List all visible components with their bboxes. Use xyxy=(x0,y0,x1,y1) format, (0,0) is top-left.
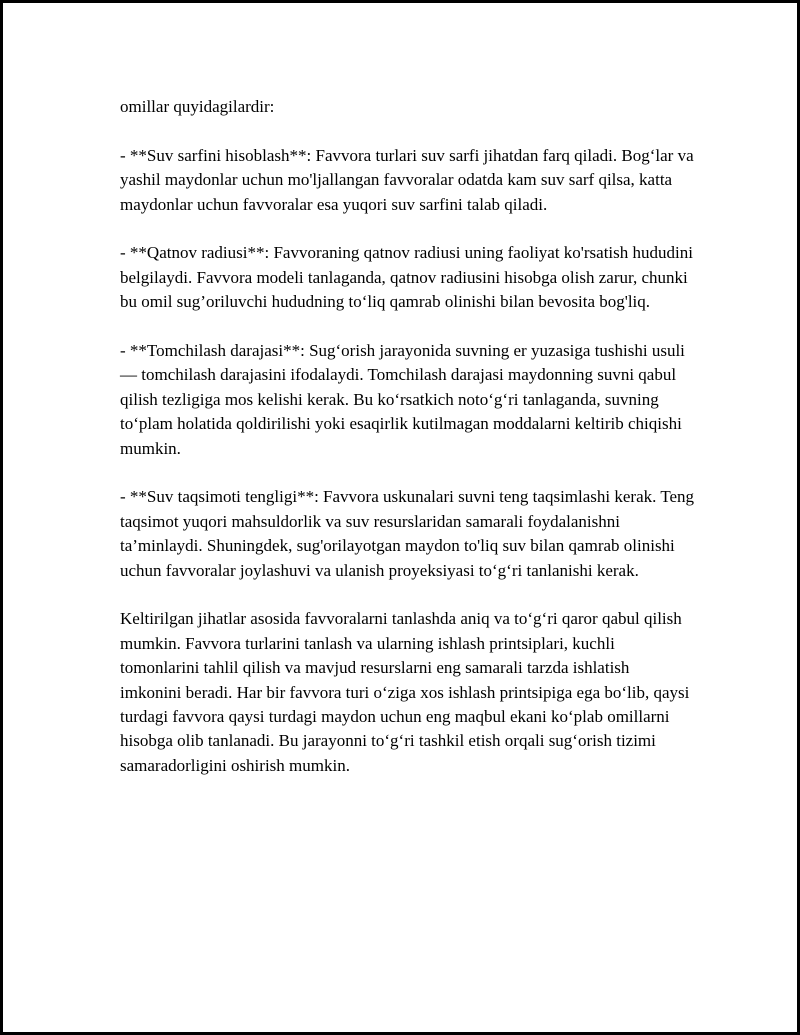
paragraph-throw-radius: - **Qatnov radiusi**: Favvoraning qatnov radiusi uning faoliyat ko'rsatish hududini belgilaydi. Favvora modeli tanlaganda, qatnov radiusini hisobga olish zarur, chunki bu omil sug’oriluvchi hududning to‘liq qamrab olinishi bilan bevosita bog'liq. xyxy=(120,243,693,312)
paragraph-conclusion: Keltirilgan jihatlar asosida favvoralarni tanlashda aniq va to‘g‘ri qaror qabul qilish mumkin. Favvora turlarini tanlash va ularning ishlash printsiplari, kuchli tomonlarini tahlil qilish va mavjud resurslarni eng samarali tarzda ishlatish imkonini beradi. Har bir favvora turi o‘ziga xos ishlash printsipiga ega bo‘lib, qaysi turdagi favvora qaysi turdagi maydon uchun eng maqbul ekani ko‘plab omillarni hisobga olib tanlanadi. Bu jarayonni to‘g‘ri tashkil etish orqali sug‘orish tizimi samaradorligini oshirish mumkin. xyxy=(120,609,690,775)
document-body xyxy=(120,95,695,803)
paragraph-droplet-level: - **Tomchilash darajasi**: Sug‘orish jarayonida suvning er yuzasiga tushishi usuli — tomchilash darajasini ifodalaydi. Tomchilash darajasi maydonning suvni qabul qilish tezligiga mos kelishi kerak. Bu ko‘rsatkich noto‘g‘ri tanlaganda, suvning to‘plam holatida qoldirilishi yoki esaqirlik kutilmagan moddalarni keltirib chiqishi mumkin. xyxy=(120,341,685,458)
paragraph-intro: omillar quyidagilardir: xyxy=(120,97,275,116)
paragraph-water-consumption: - **Suv sarfini hisoblash**: Favvora turlari suv sarfi jihatdan farq qiladi. Bog‘lar va yashil maydonlar uchun mo'ljallangan favvoralar odatda kam suv sarf qilsa, katta maydonlar uchun favvoralar esa yuqori suv sarfini talab qiladi. xyxy=(120,145,694,214)
paragraph-distribution-uniformity: - **Suv taqsimoti tengligi**: Favvora uskunalari suvni teng taqsimlashi kerak. Teng taqsimot yuqori mahsuldorlik va suv resurslaridan samarali foydalanishni ta’minlaydi. Shuningdek, sug'orilayotgan maydon to'liq suv bilan qamrab olinishi uchun favvoralar joylashuvi va ulanish proyeksiyasi to‘g‘ri tanlanishi kerak. xyxy=(120,487,695,580)
